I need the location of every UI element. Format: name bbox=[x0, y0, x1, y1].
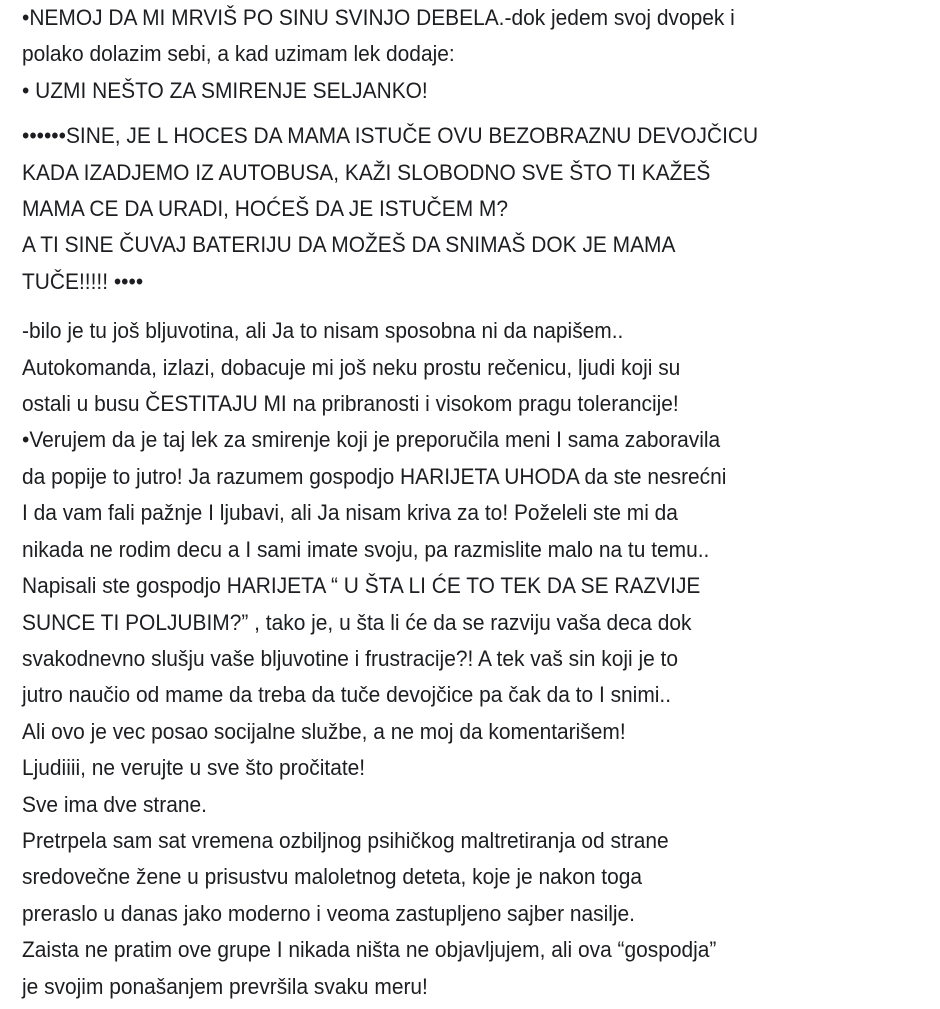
paragraph-1 bbox=[22, 0, 932, 109]
text-line: polako dolazim sebi, a kad uzimam lek dodaje: bbox=[22, 41, 455, 67]
text-line: • UZMI NEŠTO ZA SMIRENJE SELJANKO! bbox=[22, 77, 428, 103]
text-line: A TI SINE ČUVAJ BATERIJU DA MOŽEŠ DA SNIMAŠ DOK JE MAMA bbox=[22, 232, 676, 258]
text-line: preraslo u danas jako moderno i veoma zastupljeno sajber nasilje. bbox=[22, 900, 635, 926]
paragraph-2 bbox=[22, 118, 932, 300]
text-line: ostali u busu ČESTITAJU MI na pribranosti i visokom pragu tolerancije! bbox=[22, 391, 679, 417]
text-line: Pretrpela sam sat vremena ozbiljnog psihičkog maltretiranja od strane bbox=[22, 827, 669, 853]
text-line: TUČE!!!!! •••• bbox=[22, 268, 144, 294]
text-line: jutro naučio od mame da treba da tuče devojčice pa čak da to I snimi.. bbox=[22, 682, 672, 708]
text-line: Napisali ste gospodjo HARIJETA “ U ŠTA LI ĆE TO TEK DA SE RAZVIJE bbox=[22, 573, 701, 599]
text-line: Ali ovo je vec posao socijalne službe, a ne moj da komentarišem! bbox=[22, 718, 626, 744]
text-line: •Verujem da je taj lek za smirenje koji je preporučila meni I sama zaboravila bbox=[22, 427, 721, 453]
text-line: svakodnevno slušju vaše bljuvotine i frustracije?! A tek vaš sin koji je to bbox=[22, 645, 678, 671]
text-line: I da vam fali pažnje I ljubavi, ali Ja nisam kriva za to! Poželeli ste mi da bbox=[22, 500, 678, 526]
text-line: SUNCE TI POLJUBIM?” , tako je, u šta li će da se razviju vaša deca dok bbox=[22, 609, 692, 635]
paragraph-3 bbox=[22, 313, 932, 1005]
text-line: da popije to jutro! Ja razumem gospodjo HARIJETA UHODA da ste nesrećni bbox=[22, 463, 727, 489]
text-line: Zaista ne pratim ove grupe I nikada ništa ne objavljujem, ali ova “gospodja” bbox=[22, 937, 717, 963]
post-body bbox=[22, 0, 932, 1005]
text-line: sredovečne žene u prisustvu maloletnog deteta, koje je nakon toga bbox=[22, 864, 643, 890]
text-line: MAMA CE DA URADI, HOĆEŠ DA JE ISTUČEM M? bbox=[22, 196, 509, 222]
text-line: -bilo je tu još bljuvotina, ali Ja to nisam sposobna ni da napišem.. bbox=[22, 318, 624, 344]
text-line: Autokomanda, izlazi, dobacuje mi još neku prostu rečenicu, ljudi koji su bbox=[22, 354, 681, 380]
text-line: Ljudiiii, ne verujte u sve što pročitate! bbox=[22, 755, 366, 781]
text-line: •NEMOJ DA MI MRVIŠ PO SINU SVINJO DEBELA.-dok jedem svoj dvopek i bbox=[22, 5, 735, 30]
text-line: Sve ima dve strane. bbox=[22, 791, 207, 817]
text-line: je svojim ponašanjem prevršila svaku meru! bbox=[22, 973, 428, 999]
text-line: ••••••SINE, JE L HOCES DA MAMA ISTUČE OVU BEZOBRAZNU DEVOJČICU bbox=[22, 123, 759, 149]
text-line: KADA IZADJEMO IZ AUTOBUSA, KAŽI SLOBODNO SVE ŠTO TI KAŽEŠ bbox=[22, 159, 711, 185]
text-line: nikada ne rodim decu a I sami imate svoju, pa razmislite malo na tu temu.. bbox=[22, 536, 710, 562]
